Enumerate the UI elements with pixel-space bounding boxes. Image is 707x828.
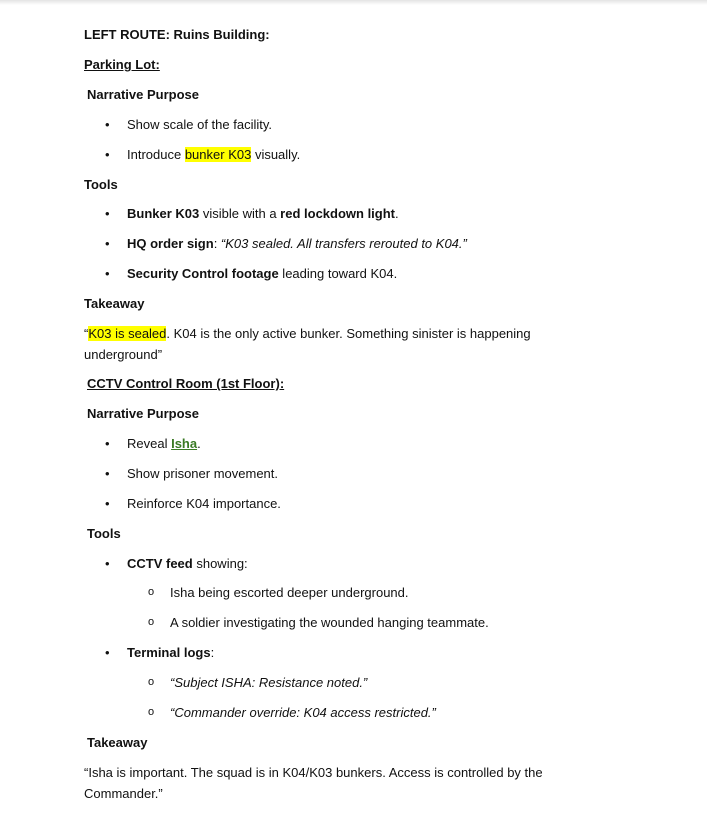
list-item <box>84 144 584 166</box>
list-item-text: . <box>395 206 399 222</box>
highlighted-text: bunker K03 <box>184 146 252 162</box>
sub-list-item <box>84 702 584 724</box>
bullet-icon: • <box>105 555 110 571</box>
list-item-text: : <box>210 645 215 661</box>
circle-bullet-icon: o <box>148 616 155 629</box>
circle-bullet-icon: o <box>148 586 155 599</box>
italic-quote: “Subject ISHA: Resistance noted.” <box>170 675 368 691</box>
list-item-text: Introduce <box>127 146 185 162</box>
list-item <box>84 263 584 285</box>
subheading-takeaway: Takeaway <box>87 734 148 750</box>
list-item <box>84 553 584 575</box>
list-item <box>84 233 584 255</box>
bullet-icon: • <box>105 236 110 252</box>
circle-bullet-icon: o <box>148 706 155 719</box>
bullet-icon: • <box>105 645 110 661</box>
list-item <box>84 114 584 136</box>
bullet-icon: • <box>105 146 110 162</box>
list-item-text: Reinforce K04 importance. <box>127 495 281 511</box>
bold-text: Bunker K03 <box>127 206 200 222</box>
list-item-text: . <box>197 435 201 451</box>
list-item-text: : <box>213 236 221 252</box>
italic-quote: “Commander override: K04 access restricted.” <box>170 705 436 721</box>
subheading-narrative-purpose: Narrative Purpose <box>87 405 199 421</box>
list-item <box>84 463 584 485</box>
bullet-icon: • <box>105 266 110 282</box>
doc-title: LEFT ROUTE: Ruins Building: <box>84 27 270 42</box>
list-item-text: showing: <box>192 555 248 571</box>
sub-list-item <box>84 582 584 604</box>
top-edge-shadow <box>0 0 707 5</box>
bullet-icon: • <box>105 206 110 222</box>
list-item-text: Show scale of the facility. <box>127 116 272 132</box>
bold-text: CCTV feed <box>127 555 193 571</box>
list-item-text: Isha being escorted deeper underground. <box>170 585 409 601</box>
bullet-icon: • <box>105 465 110 481</box>
subheading-tools: Tools <box>87 525 121 541</box>
list-item-text: Reveal <box>127 435 172 451</box>
section-heading-cctv-control-room: CCTV Control Room (1st Floor): <box>87 376 285 392</box>
subheading-narrative-purpose: Narrative Purpose <box>87 86 199 102</box>
list-item <box>84 642 584 664</box>
subheading-tools: Tools <box>84 176 118 192</box>
bullet-icon: • <box>105 435 110 451</box>
takeaway-paragraph <box>84 323 584 365</box>
highlighted-text: K03 is sealed <box>88 326 167 342</box>
document-page <box>84 24 584 812</box>
list-item <box>84 493 584 515</box>
bold-text: Security Control footage <box>127 266 279 282</box>
bold-text: Terminal logs <box>127 645 211 661</box>
circle-bullet-icon: o <box>148 676 155 689</box>
list-item <box>84 433 584 455</box>
bold-text: HQ order sign <box>127 236 214 252</box>
list-item-text: A soldier investigating the wounded hanging teammate. <box>170 615 489 631</box>
list-item-text: Show prisoner movement. <box>127 465 279 481</box>
isha-link[interactable]: Isha <box>171 435 198 451</box>
bold-text: red lockdown light <box>280 206 396 222</box>
paragraph-text: “ <box>84 326 89 342</box>
sub-list-item <box>84 612 584 634</box>
list-item <box>84 203 584 225</box>
list-item-text: visible with a <box>199 206 281 222</box>
sub-list-item <box>84 672 584 694</box>
italic-quote: “K03 sealed. All transfers rerouted to K04.” <box>220 236 467 252</box>
bullet-icon: • <box>105 116 110 132</box>
takeaway-paragraph: “Isha is important. The squad is in K04/K03 bunkers. Access is controlled by the Commander.” <box>84 764 543 801</box>
section-heading-parking-lot: Parking Lot: <box>84 56 160 72</box>
list-item-text: visually. <box>251 146 301 162</box>
list-item-text: leading toward K04. <box>278 266 398 282</box>
subheading-takeaway: Takeaway <box>84 296 145 312</box>
paragraph-text: . K04 is the only active bunker. Something sinister is happening underground” <box>84 326 531 363</box>
bullet-icon: • <box>105 495 110 511</box>
